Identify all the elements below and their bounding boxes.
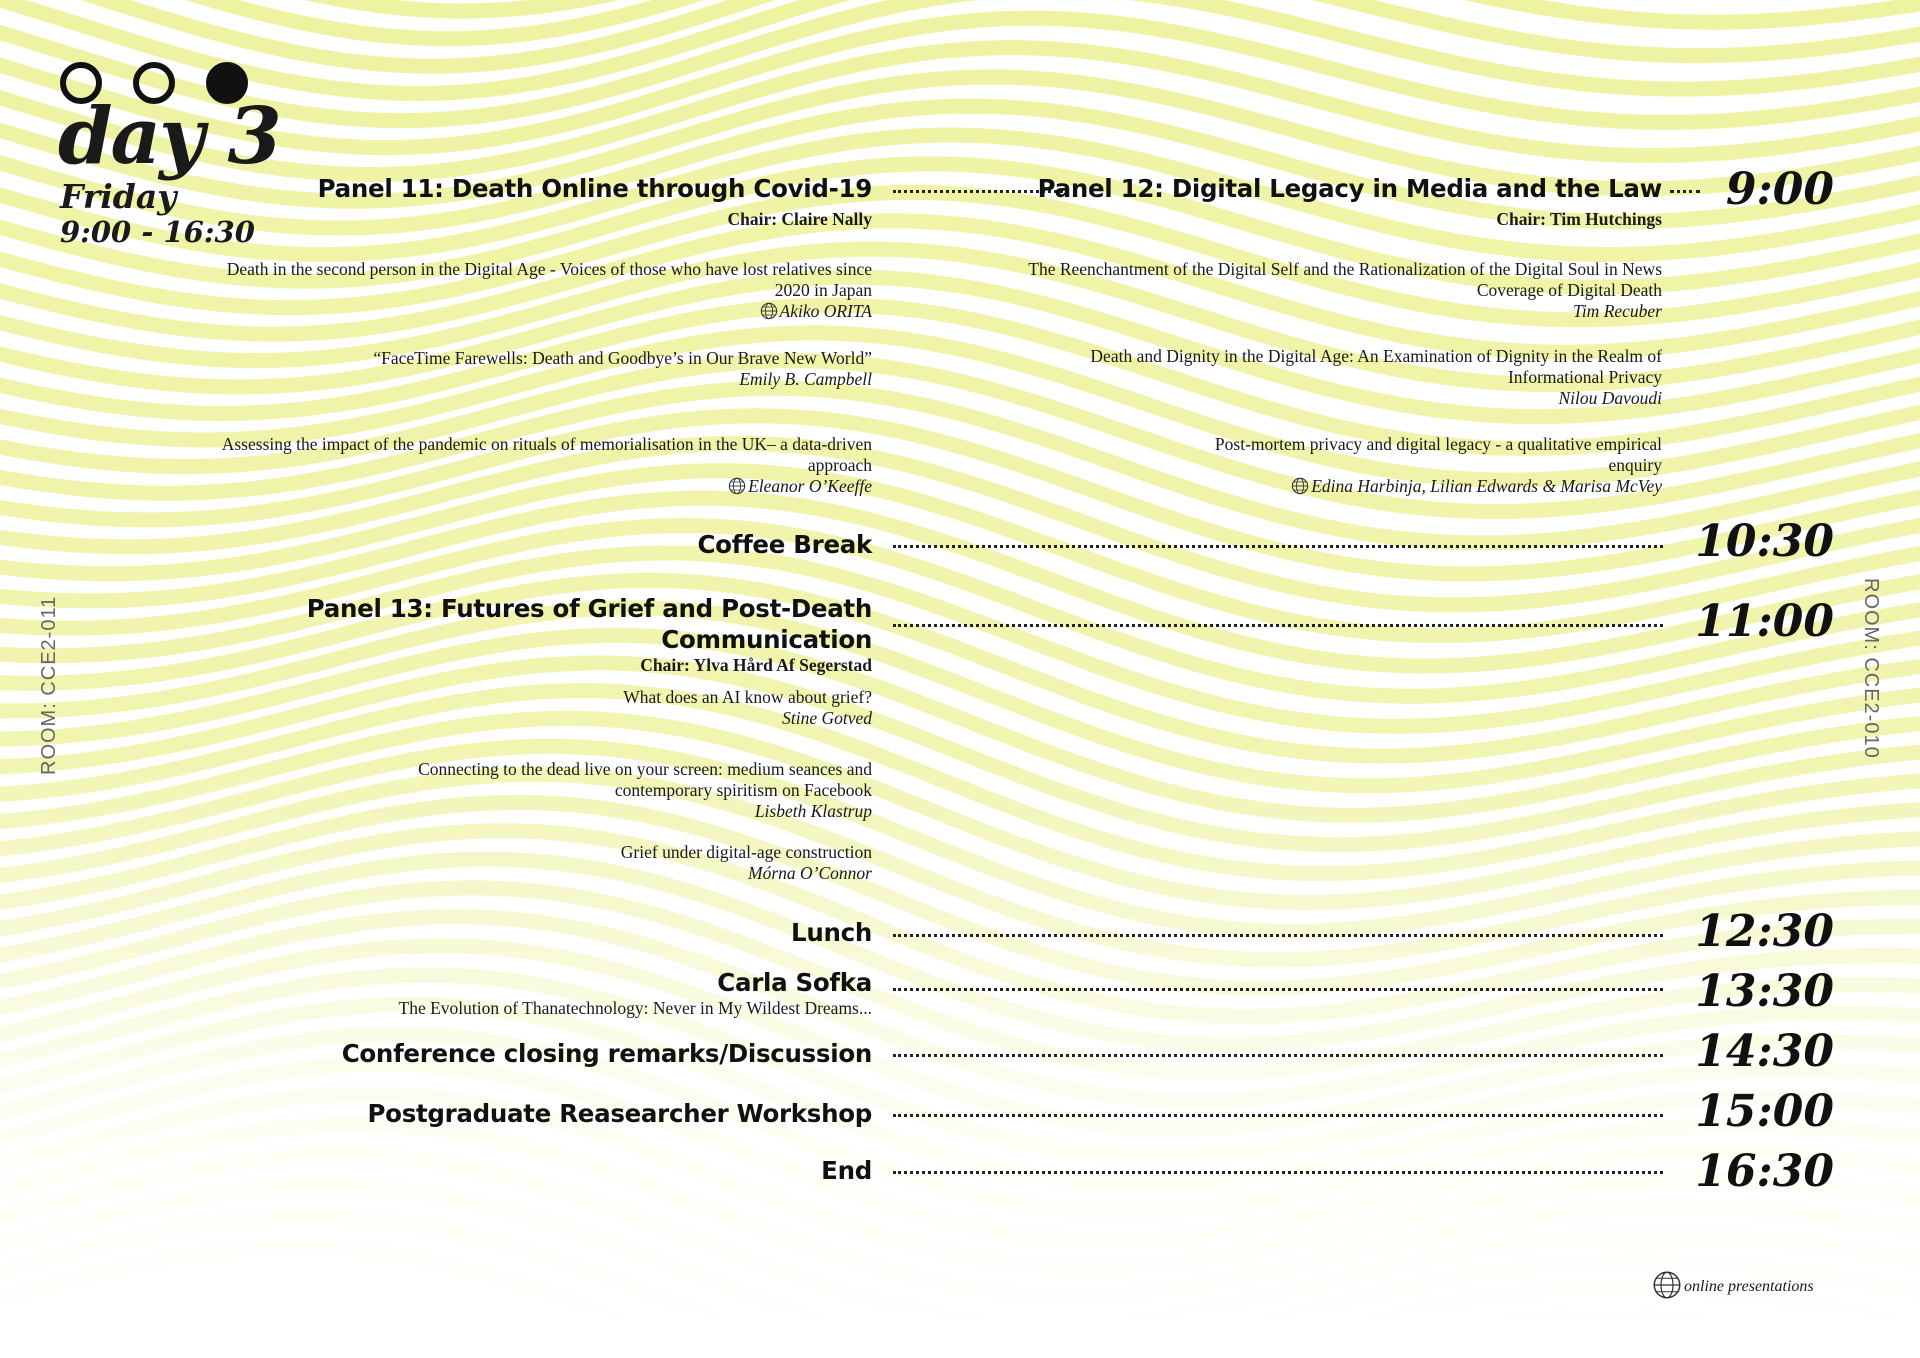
talk-author: Stine Gotved [782,708,872,728]
leader-dots [893,624,1663,627]
talk-title: Connecting to the dead live on your screen: medium seances and contemporary spiritism on Facebook [418,759,872,800]
talk-title: The Reenchantment of the Digital Self and the Rationalization of the Digital Soul in News Coverage of Digital Death [1028,259,1662,300]
panel11-talk-3 [192,434,872,497]
panel11-talk-1 [192,259,872,322]
panel13-chair: Chair: Ylva Hård Af Segerstad [640,655,872,675]
panel12-talk-1 [1022,259,1662,322]
talk-author: Emily B. Campbell [739,369,872,389]
time-1230: 12:30 [1695,906,1834,957]
keynote-subtitle: The Evolution of Thanatechnology: Never in My Wildest Dreams... [398,998,872,1018]
panel13-talk-3 [272,842,872,884]
talk-title: “FaceTime Farewells: Death and Goodbye’s in Our Brave New World” [373,348,872,368]
globe-icon [1652,1270,1682,1300]
leader-dots [1670,190,1700,193]
time-0900: 9:00 [1725,164,1834,215]
panel13-talk-2 [332,759,872,822]
talk-title: Grief under digital-age construction [620,842,872,862]
talk-author: Lisbeth Klastrup [754,801,872,821]
time-1330: 13:30 [1695,966,1834,1017]
talk-author: Tim Recuber [1573,301,1662,321]
weekday: Friday [60,177,177,216]
talk-author: Mórna O’Connor [748,863,872,883]
panel12-title: Panel 12: Digital Legacy in Media and the Law [1037,174,1662,203]
panel13-talk-1 [272,687,872,729]
closing-title: Conference closing remarks/Discussion [341,1039,872,1068]
panel11-talk-2 [192,348,872,390]
talk-title: Assessing the impact of the pandemic on rituals of memorialisation in the UK– a data-driven approach [221,434,872,475]
coffee-break-title: Coffee Break [697,530,872,559]
talk-title: What does an AI know about grief? [623,687,872,707]
talk-title: Death and Dignity in the Digital Age: An Examination of Dignity in the Realm of Informational Privacy [1090,346,1662,387]
legend-label: online presentations [1684,1278,1814,1295]
panel12-chair: Chair: Tim Hutchings [1496,209,1662,229]
panel11-title: Panel 11: Death Online through Covid-19 [317,174,872,203]
day-title: day 3 [58,91,280,182]
leader-dots [893,1171,1663,1174]
globe-icon [760,302,778,320]
leader-dots [893,988,1663,991]
time-1430: 14:30 [1695,1026,1834,1077]
globe-icon [1291,477,1309,495]
time-1500: 15:00 [1695,1086,1834,1137]
day-hours: 9:00 - 16:30 [60,215,255,249]
time-1100: 11:00 [1695,596,1834,647]
globe-icon [728,477,746,495]
panel12-talk-3 [1192,434,1662,497]
talk-author: Akiko ORITA [779,301,872,321]
panel12-talk-2 [1002,346,1662,409]
leader-dots [893,1054,1663,1057]
leader-dots [893,1114,1663,1117]
talk-author: Eleanor O’Keeffe [748,476,872,496]
panel13-title-line2: Communication [661,625,872,654]
leader-dots [893,545,1663,548]
online-legend [1652,1270,1814,1300]
keynote-speaker: Carla Sofka [717,968,872,997]
talk-author: Edina Harbinja, Lilian Edwards & Marisa McVey [1311,476,1662,496]
lunch-title: Lunch [791,918,872,947]
workshop-title: Postgraduate Reasearcher Workshop [367,1099,872,1128]
room-left-label: ROOM: CCE2-011 [38,595,60,775]
talk-title: Post-mortem privacy and digital legacy - a qualitative empirical enquiry [1214,434,1662,475]
time-1030: 10:30 [1695,516,1834,567]
leader-dots [893,934,1663,937]
panel13-title-line1: Panel 13: Futures of Grief and Post-Death [306,594,872,623]
talk-title: Death in the second person in the Digital Age - Voices of those who have lost relatives since 2020 in Japan [226,259,872,300]
room-right-label: ROOM: CCE2-010 [1860,578,1882,759]
panel11-chair: Chair: Claire Nally [727,209,872,229]
time-1630: 16:30 [1695,1146,1834,1197]
end-title: End [821,1156,872,1185]
talk-author: Nilou Davoudi [1558,388,1662,408]
